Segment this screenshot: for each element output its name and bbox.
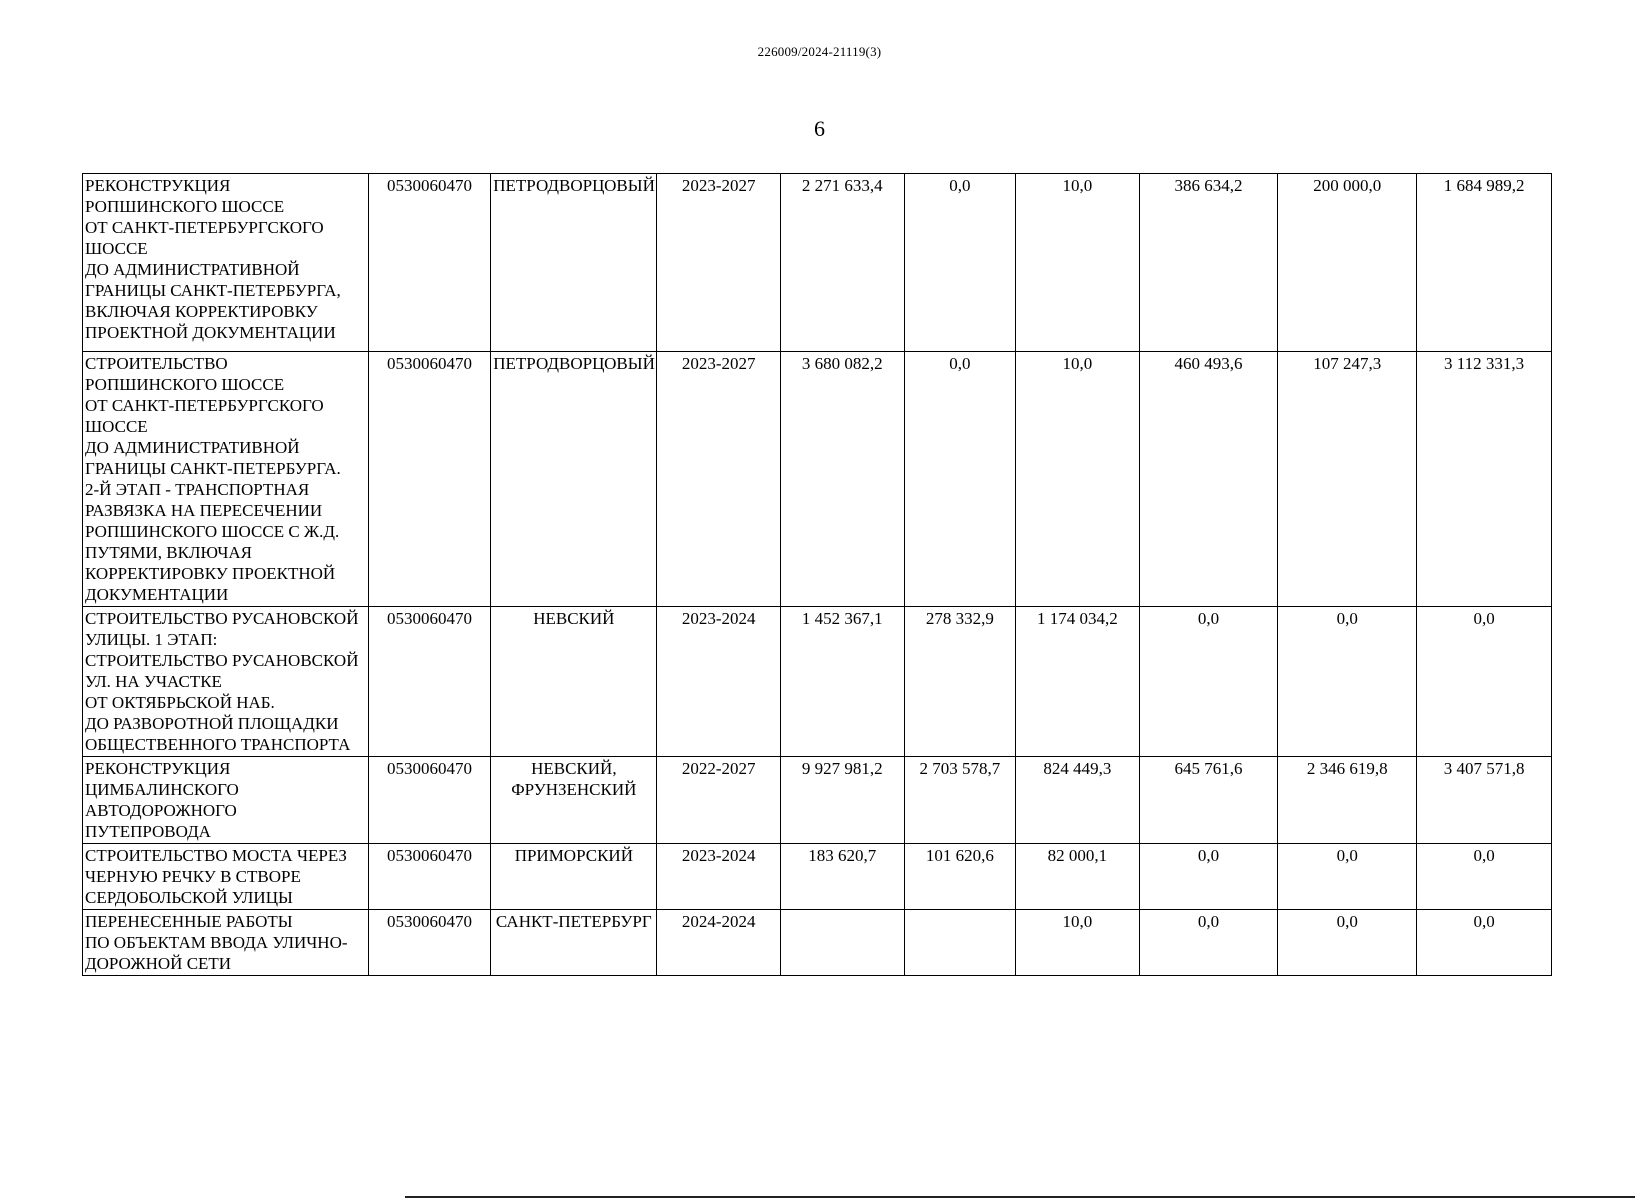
- total-amount-cell: 183 620,7: [781, 844, 905, 910]
- budget-code-cell: 0530060470: [368, 607, 491, 757]
- amount-cell: 0,0: [1417, 844, 1552, 910]
- object-name-line: ДОРОЖНОЙ СЕТИ: [85, 954, 232, 973]
- object-name-line: ГРАНИЦЫ САНКТ-ПЕТЕРБУРГА,: [85, 281, 341, 300]
- object-name-line: ОТ САНКТ-ПЕТЕРБУРГСКОГО: [85, 218, 324, 237]
- amount-cell: 10,0: [1016, 352, 1140, 607]
- table-row: [83, 607, 1552, 757]
- amount-cell: 2 703 578,7: [904, 757, 1015, 844]
- amount-cell: 0,0: [1278, 844, 1417, 910]
- amount-cell: 10,0: [1016, 174, 1140, 352]
- amount-cell: 82 000,1: [1016, 844, 1140, 910]
- object-name-line: ГРАНИЦЫ САНКТ-ПЕТЕРБУРГА.: [85, 459, 341, 478]
- object-name-line: ОТ ОКТЯБРЬСКОЙ НАБ.: [85, 693, 275, 712]
- object-name-line: ПУТЯМИ, ВКЛЮЧАЯ: [85, 543, 252, 562]
- amount-cell: 0,0: [904, 174, 1015, 352]
- object-name-line: КОРРЕКТИРОВКУ ПРОЕКТНОЙ: [85, 564, 336, 583]
- amount-cell: 460 493,6: [1139, 352, 1278, 607]
- object-name-line: ПЕРЕНЕСЕННЫЕ РАБОТЫ: [85, 912, 293, 931]
- table-row: [83, 844, 1552, 910]
- bottom-divider: [405, 1196, 1635, 1198]
- amount-cell: 107 247,3: [1278, 352, 1417, 607]
- amount-cell: [904, 910, 1015, 976]
- object-name-line: РАЗВЯЗКА НА ПЕРЕСЕЧЕНИИ: [85, 501, 323, 520]
- object-name-cell: [83, 607, 369, 757]
- object-name-line: УЛ. НА УЧАСТКЕ: [85, 672, 222, 691]
- amount-cell: 278 332,9: [904, 607, 1015, 757]
- district-cell: ПЕТРОДВОРЦОВЫЙ: [491, 174, 657, 352]
- amount-cell: 0,0: [1417, 607, 1552, 757]
- object-name-line: ШОССЕ: [85, 417, 148, 436]
- budget-table: [82, 173, 1552, 976]
- object-name-line: АВТОДОРОЖНОГО: [85, 801, 237, 820]
- object-name-line: РЕКОНСТРУКЦИЯ: [85, 759, 231, 778]
- object-name-line: ПРОЕКТНОЙ ДОКУМЕНТАЦИИ: [85, 323, 336, 342]
- amount-cell: 1 684 989,2: [1417, 174, 1552, 352]
- period-cell: 2024-2024: [657, 910, 781, 976]
- district-cell: НЕВСКИЙ: [491, 607, 657, 757]
- district-cell: ПЕТРОДВОРЦОВЫЙ: [491, 352, 657, 607]
- object-name-line: СТРОИТЕЛЬСТВО МОСТА ЧЕРЕЗ: [85, 846, 347, 865]
- object-name-line: СТРОИТЕЛЬСТВО РУСАНОВСКОЙ: [85, 609, 359, 628]
- budget-code-cell: 0530060470: [368, 352, 491, 607]
- object-name-line: РЕКОНСТРУКЦИЯ: [85, 176, 231, 195]
- object-name-line: УЛИЦЫ. 1 ЭТАП:: [85, 630, 218, 649]
- amount-cell: 3 407 571,8: [1417, 757, 1552, 844]
- amount-cell: 101 620,6: [904, 844, 1015, 910]
- table-row: [83, 757, 1552, 844]
- district-cell: САНКТ-ПЕТЕРБУРГ: [491, 910, 657, 976]
- amount-cell: 10,0: [1016, 910, 1140, 976]
- amount-cell: 200 000,0: [1278, 174, 1417, 352]
- object-name-line: ОТ САНКТ-ПЕТЕРБУРГСКОГО: [85, 396, 324, 415]
- object-name-line: РОПШИНСКОГО ШОССЕ: [85, 375, 285, 394]
- object-name-line: СЕРДОБОЛЬСКОЙ УЛИЦЫ: [85, 888, 293, 907]
- object-name-line: ДО РАЗВОРОТНОЙ ПЛОЩАДКИ: [85, 714, 339, 733]
- total-amount-cell: [781, 910, 905, 976]
- amount-cell: 1 174 034,2: [1016, 607, 1140, 757]
- object-name-cell: [83, 174, 369, 352]
- amount-cell: 0,0: [1139, 910, 1278, 976]
- object-name-cell: [83, 352, 369, 607]
- amount-cell: 0,0: [904, 352, 1015, 607]
- budget-code-cell: 0530060470: [368, 844, 491, 910]
- page-number: 6: [814, 116, 825, 141]
- total-amount-cell: 3 680 082,2: [781, 352, 905, 607]
- budget-code-cell: 0530060470: [368, 174, 491, 352]
- object-name-cell: [83, 844, 369, 910]
- object-name-line: СТРОИТЕЛЬСТВО РУСАНОВСКОЙ: [85, 651, 359, 670]
- district-cell: ПРИМОРСКИЙ: [491, 844, 657, 910]
- amount-cell: 0,0: [1139, 607, 1278, 757]
- amount-cell: 3 112 331,3: [1417, 352, 1552, 607]
- object-name-line: ЦИМБАЛИНСКОГО: [85, 780, 239, 799]
- amount-cell: 0,0: [1417, 910, 1552, 976]
- object-name-line: ЧЕРНУЮ РЕЧКУ В СТВОРЕ: [85, 867, 301, 886]
- object-name-line: ДО АДМИНИСТРАТИВНОЙ: [85, 438, 300, 457]
- table-row: [83, 174, 1552, 352]
- period-cell: 2023-2027: [657, 174, 781, 352]
- amount-cell: 0,0: [1278, 910, 1417, 976]
- district-cell: НЕВСКИЙ, ФРУНЗЕНСКИЙ: [491, 757, 657, 844]
- object-name-line: ПО ОБЪЕКТАМ ВВОДА УЛИЧНО-: [85, 933, 348, 952]
- object-name-line: ДОКУМЕНТАЦИИ: [85, 585, 229, 604]
- total-amount-cell: 1 452 367,1: [781, 607, 905, 757]
- period-cell: 2023-2024: [657, 844, 781, 910]
- object-name-line: ШОССЕ: [85, 239, 148, 258]
- amount-cell: 0,0: [1139, 844, 1278, 910]
- object-name-cell: [83, 910, 369, 976]
- budget-code-cell: 0530060470: [368, 757, 491, 844]
- total-amount-cell: 9 927 981,2: [781, 757, 905, 844]
- amount-cell: 645 761,6: [1139, 757, 1278, 844]
- object-name-line: ДО АДМИНИСТРАТИВНОЙ: [85, 260, 300, 279]
- budget-code-cell: 0530060470: [368, 910, 491, 976]
- period-cell: 2023-2024: [657, 607, 781, 757]
- object-name-line: СТРОИТЕЛЬСТВО: [85, 354, 228, 373]
- table-row: [83, 352, 1552, 607]
- object-name-line: ВКЛЮЧАЯ КОРРЕКТИРОВКУ: [85, 302, 318, 321]
- amount-cell: 824 449,3: [1016, 757, 1140, 844]
- total-amount-cell: 2 271 633,4: [781, 174, 905, 352]
- object-name-cell: [83, 757, 369, 844]
- object-name-line: ОБЩЕСТВЕННОГО ТРАНСПОРТА: [85, 735, 351, 754]
- amount-cell: 2 346 619,8: [1278, 757, 1417, 844]
- document-id: 226009/2024-21119(3): [757, 44, 882, 59]
- table-body: [83, 174, 1552, 976]
- amount-cell: 0,0: [1278, 607, 1417, 757]
- object-name-line: РОПШИНСКОГО ШОССЕ С Ж.Д.: [85, 522, 340, 541]
- amount-cell: 386 634,2: [1139, 174, 1278, 352]
- object-name-line: РОПШИНСКОГО ШОССЕ: [85, 197, 285, 216]
- object-name-line: 2-Й ЭТАП - ТРАНСПОРТНАЯ: [85, 480, 310, 499]
- period-cell: 2022-2027: [657, 757, 781, 844]
- table-row: [83, 910, 1552, 976]
- object-name-line: ПУТЕПРОВОДА: [85, 822, 211, 841]
- period-cell: 2023-2027: [657, 352, 781, 607]
